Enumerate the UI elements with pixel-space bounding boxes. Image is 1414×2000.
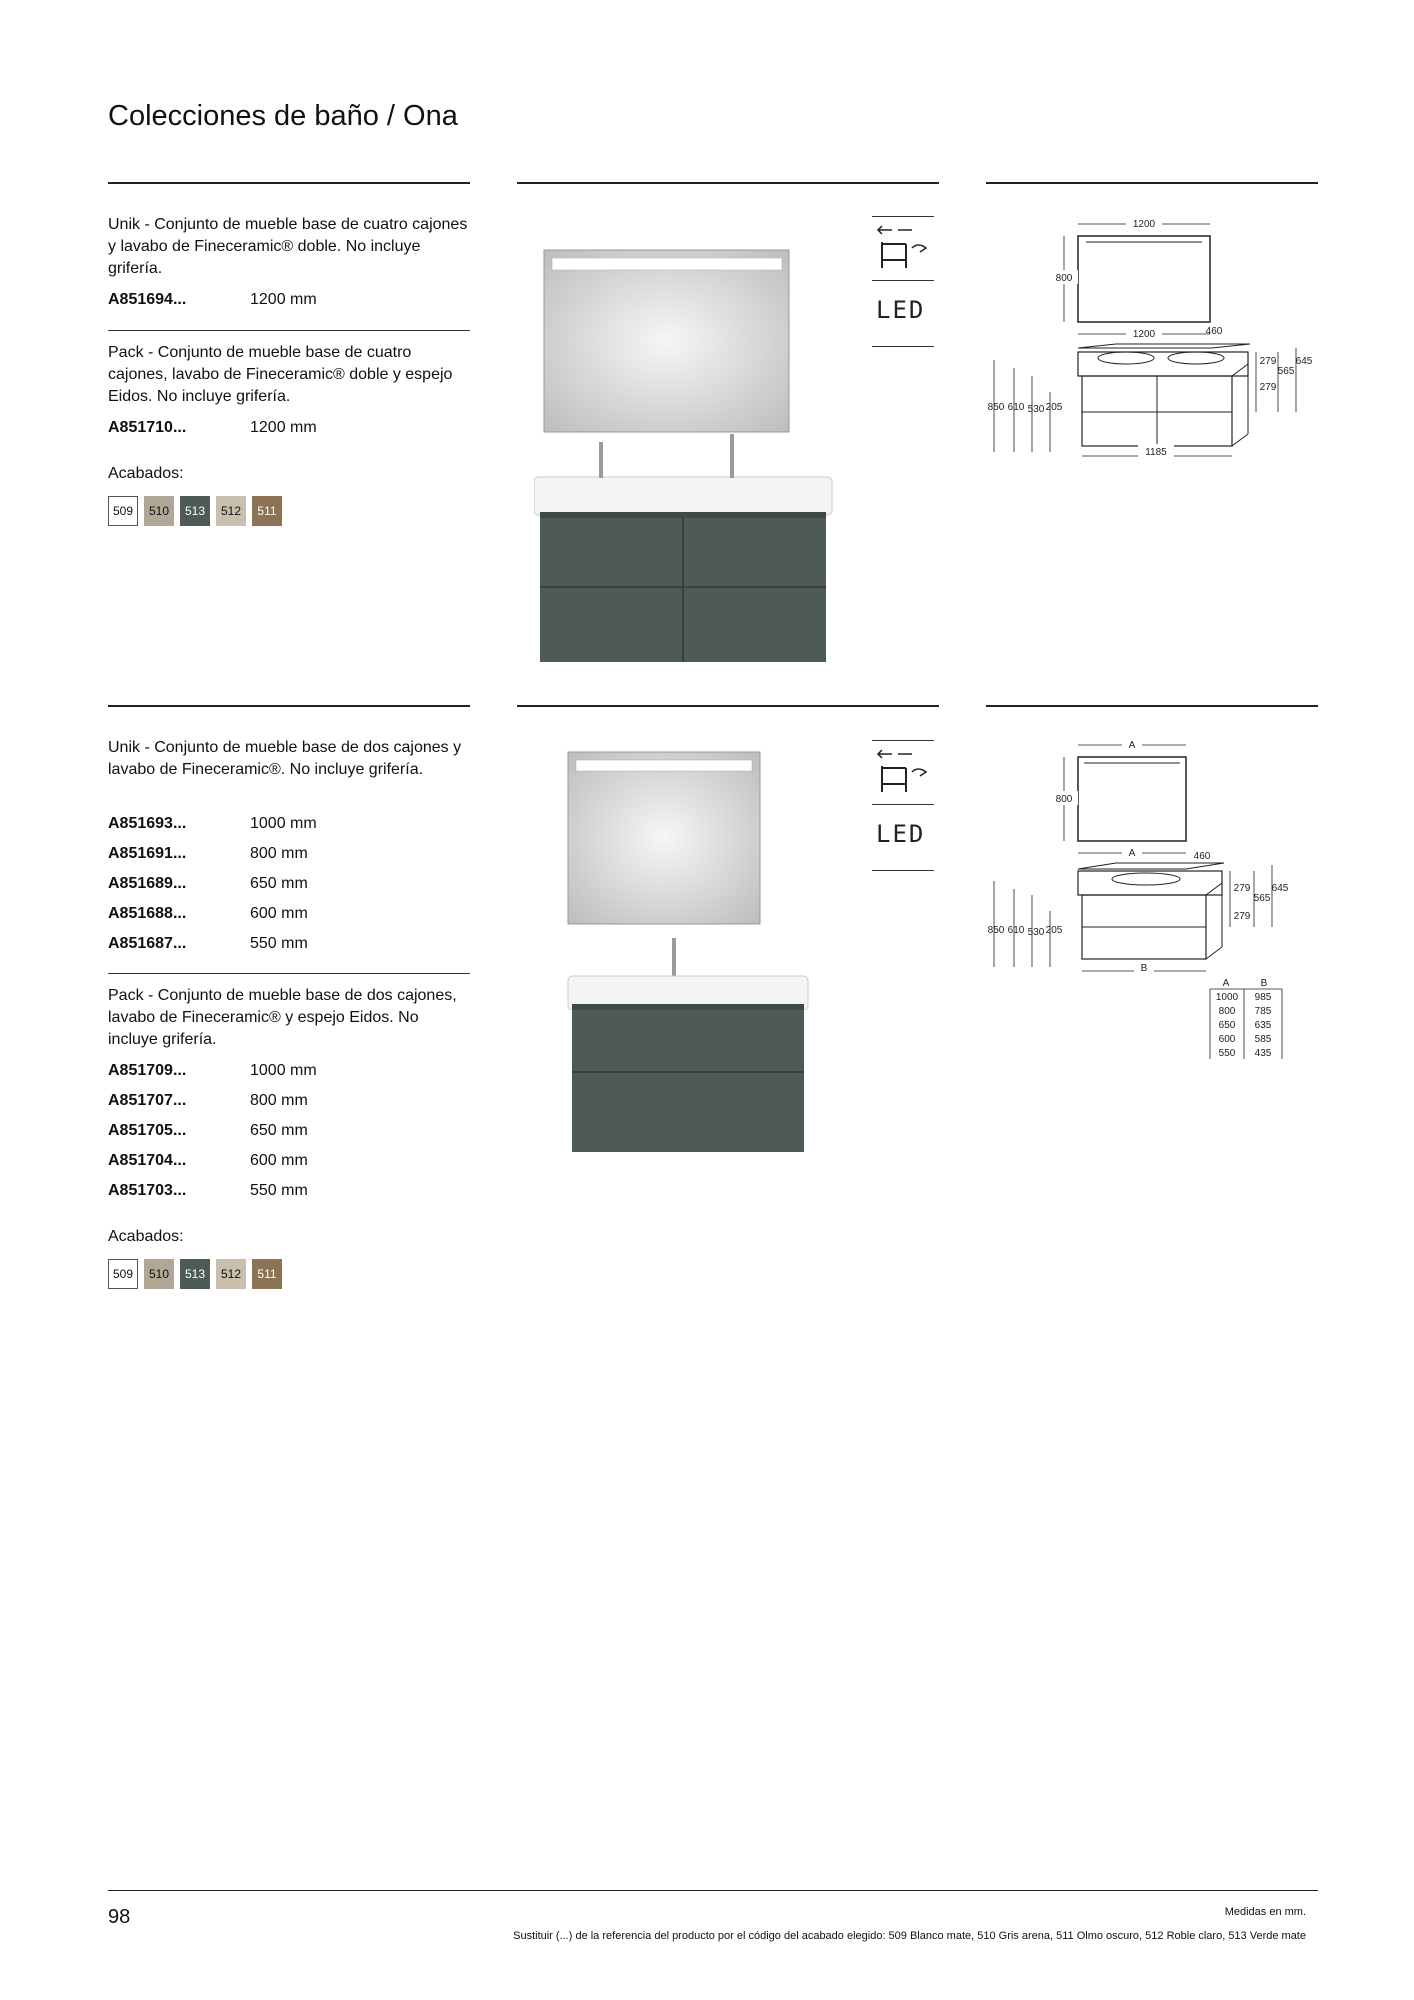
product-code-row [108, 1152, 468, 1174]
dim-610: 610 [1007, 925, 1025, 936]
divider [986, 705, 1318, 707]
product-code-row [108, 1092, 468, 1114]
table-cell: 650 [1218, 1020, 1236, 1031]
table-cell: 985 [1254, 992, 1272, 1003]
dimension-diagram [986, 212, 1318, 472]
swatch-511: 511 [252, 1259, 282, 1289]
dim-279b: 279 [1233, 911, 1251, 922]
product-size: 1200 mm [250, 291, 317, 308]
product-code-row [108, 875, 468, 897]
swatch-510: 510 [144, 1259, 174, 1289]
product-code-row [108, 1182, 468, 1204]
dim-basin-width: 1200 [1132, 329, 1156, 340]
product-code-row [108, 935, 468, 957]
unik-description: Unik - Conjunto de mueble base de dos cajones y lavabo de Fineceramic®. No incluye grifería. [108, 739, 462, 778]
swatch-509: 509 [108, 496, 138, 526]
dim-279a: 279 [1233, 883, 1251, 894]
product-size: 650 mm [250, 1122, 308, 1139]
dim-645: 645 [1295, 356, 1313, 367]
dim-bottom-width: 1185 [1145, 447, 1167, 458]
product-code: A851693... [108, 815, 187, 832]
dim-depth: 460 [1193, 851, 1211, 862]
swatch-511: 511 [252, 496, 282, 526]
product-code: A851688... [108, 905, 187, 922]
finish-legend: Sustituir (...) de la referencia del producto por el código del acabado elegido: 509 Blanco mate, 510 Gris arena, 511 Olmo oscuro, 512 Roble claro, 513 Verde mate [513, 1930, 1306, 1942]
product-code: A851691... [108, 845, 187, 862]
dimension-diagram [986, 735, 1318, 1065]
dim-565: 565 [1253, 893, 1271, 904]
dim-depth: 460 [1205, 326, 1223, 337]
swatch-513: 513 [180, 1259, 210, 1289]
dim-645: 645 [1271, 883, 1289, 894]
product-code: A851689... [108, 875, 187, 892]
product-code: A851703... [108, 1182, 187, 1199]
divider [517, 705, 939, 707]
product-code-row [108, 815, 468, 837]
product-size: 1000 mm [250, 815, 317, 832]
dim-530: 530 [1027, 927, 1045, 938]
table-cell: 585 [1254, 1034, 1272, 1045]
divider [872, 216, 934, 217]
divider [108, 330, 470, 331]
product-code-row [108, 905, 468, 927]
pack-description: Pack - Conjunto de mueble base de dos cajones, lavabo de Fineceramic® y espejo Eidos. No incluye grifería. [108, 987, 457, 1048]
dim-850: 850 [987, 925, 1005, 936]
led-icon: LED [876, 296, 926, 324]
unik-description: Unik - Conjunto de mueble base de cuatro cajones y lavabo de Fineceramic® doble. No incluye grifería. [108, 216, 468, 277]
product-code: A851704... [108, 1152, 187, 1169]
footer-divider [108, 1890, 1318, 1891]
divider [108, 973, 470, 974]
swatch-512: 512 [216, 1259, 246, 1289]
dim-205: 205 [1045, 925, 1063, 936]
table-header-a: A [1222, 978, 1230, 989]
divider [872, 280, 934, 281]
divider [872, 870, 934, 871]
product-code: A851709... [108, 1062, 187, 1079]
product-photo [556, 740, 856, 1160]
swatch-509: 509 [108, 1259, 138, 1289]
dim-279b: 279 [1259, 382, 1277, 393]
dim-basin-width: A [1128, 848, 1136, 859]
page-number: 98 [108, 1906, 131, 1928]
product-size: 800 mm [250, 845, 308, 862]
finishes-label: Acabados: [108, 1228, 184, 1245]
divider [872, 804, 934, 805]
units-note: Medidas en mm. [1224, 1906, 1306, 1918]
product-code: A851705... [108, 1122, 187, 1139]
dim-279a: 279 [1259, 356, 1277, 367]
swatch-513: 513 [180, 496, 210, 526]
finishes-label: Acabados: [108, 465, 184, 482]
dim-top-width: A [1128, 740, 1136, 751]
table-header-b: B [1260, 978, 1268, 989]
table-cell: 600 [1218, 1034, 1236, 1045]
product-size: 600 mm [250, 905, 308, 922]
table-cell: 785 [1254, 1006, 1272, 1017]
dim-top-width: 1200 [1132, 219, 1156, 230]
product-size: 600 mm [250, 1152, 308, 1169]
table-cell: 1000 [1215, 992, 1239, 1003]
product-size: 550 mm [250, 1182, 308, 1199]
dim-mirror-height: 800 [1055, 273, 1073, 284]
swatch-510: 510 [144, 496, 174, 526]
led-icon: LED [876, 820, 926, 848]
pack-description: Pack - Conjunto de mueble base de cuatro cajones, lavabo de Fineceramic® doble y espejo Eidos. No incluye grifería. [108, 344, 453, 405]
table-cell: 800 [1218, 1006, 1236, 1017]
table-cell: 635 [1254, 1020, 1272, 1031]
finish-swatches [108, 496, 282, 526]
swatch-512: 512 [216, 496, 246, 526]
table-cell: 435 [1254, 1048, 1272, 1059]
product-size: 1200 mm [250, 419, 317, 436]
product-code: A851694... [108, 291, 187, 308]
product-size: 550 mm [250, 935, 308, 952]
dim-530: 530 [1027, 404, 1045, 415]
product-photo [534, 212, 854, 672]
product-code-row [108, 1062, 468, 1084]
product-size: 1000 mm [250, 1062, 317, 1079]
dim-565: 565 [1277, 366, 1295, 377]
towel-rail-icon [872, 222, 934, 282]
dim-mirror-height: 800 [1055, 794, 1073, 805]
divider [108, 705, 470, 707]
table-cell: 550 [1218, 1048, 1236, 1059]
product-code: A851707... [108, 1092, 187, 1109]
page-title: Colecciones de baño / Ona [108, 100, 458, 132]
dim-850: 850 [987, 402, 1005, 413]
product-size: 800 mm [250, 1092, 308, 1109]
dim-610: 610 [1007, 402, 1025, 413]
divider [986, 182, 1318, 184]
dim-205: 205 [1045, 402, 1063, 413]
product-code: A851687... [108, 935, 187, 952]
product-code: A851710... [108, 419, 187, 436]
product-code-row [108, 1122, 468, 1144]
product-code-row [108, 419, 468, 441]
divider [108, 182, 470, 184]
towel-rail-icon [872, 746, 934, 806]
product-size: 650 mm [250, 875, 308, 892]
dim-bottom-width: B [1140, 963, 1148, 974]
divider [872, 740, 934, 741]
product-code-row [108, 291, 468, 313]
finish-swatches [108, 1259, 282, 1289]
product-code-row [108, 845, 468, 867]
divider [872, 346, 934, 347]
divider [517, 182, 939, 184]
